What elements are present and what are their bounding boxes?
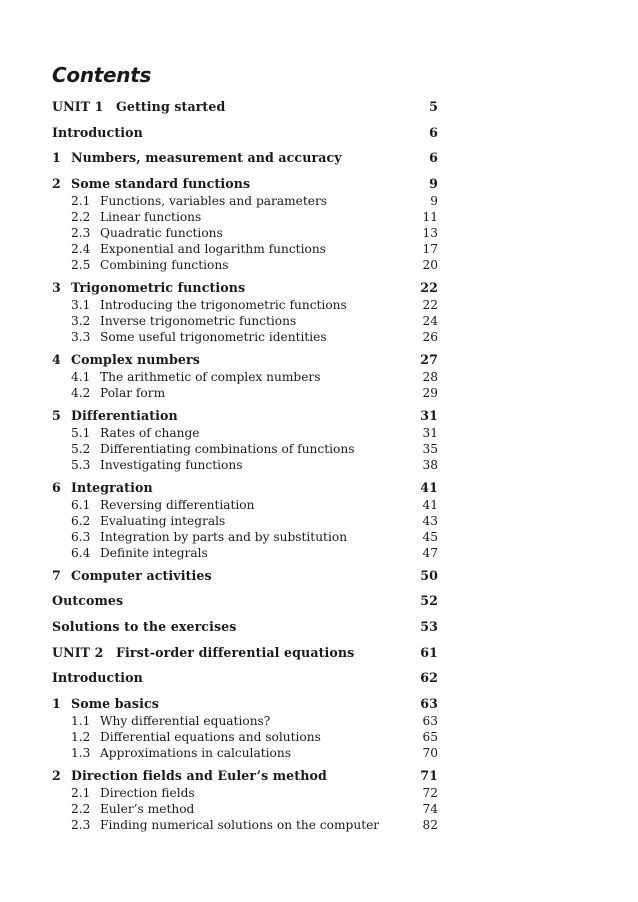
toc-entry[interactable] bbox=[52, 669, 438, 687]
toc-entry[interactable] bbox=[52, 351, 438, 369]
entry-page-number: 27 bbox=[420, 351, 438, 367]
entry-title: Definite integrals bbox=[100, 545, 208, 560]
entry-title: Why differential equations? bbox=[100, 713, 271, 728]
entry-spacer bbox=[52, 585, 438, 593]
entry-page-number: 63 bbox=[420, 695, 438, 711]
toc-entry[interactable] bbox=[52, 618, 438, 636]
toc-entry[interactable] bbox=[52, 767, 438, 785]
toc-entry[interactable] bbox=[52, 279, 438, 297]
entry-title: Some basics bbox=[71, 695, 159, 711]
entry-spacer bbox=[52, 610, 438, 618]
toc-subentry[interactable] bbox=[52, 817, 438, 833]
toc-subentry[interactable] bbox=[52, 785, 438, 801]
entry-spacer bbox=[52, 142, 438, 150]
entry-number: 5.2 bbox=[71, 441, 91, 456]
entry-number: 2 bbox=[52, 767, 61, 783]
entry-spacer bbox=[52, 116, 438, 124]
entry-page-number: 38 bbox=[422, 457, 438, 472]
entry-title: Some useful trigonometric identities bbox=[100, 329, 327, 344]
entry-title: Introduction bbox=[52, 670, 143, 686]
table-of-contents bbox=[52, 98, 438, 833]
entry-page-number: 74 bbox=[422, 801, 438, 816]
entry-number: 2.1 bbox=[71, 193, 91, 208]
toc-entry[interactable] bbox=[52, 175, 438, 193]
entry-page-number: 50 bbox=[420, 567, 438, 583]
entry-page-number: 17 bbox=[422, 241, 438, 256]
entry-title: Finding numerical solutions on the computer bbox=[100, 817, 380, 832]
entry-number: 1 bbox=[52, 695, 61, 711]
entry-number: 2.5 bbox=[71, 257, 91, 272]
entry-page-number: 29 bbox=[422, 385, 438, 400]
entry-number: 2 bbox=[52, 175, 61, 191]
entry-page-number: 35 bbox=[422, 441, 438, 456]
toc-entry[interactable] bbox=[52, 124, 438, 142]
entry-title: Integration bbox=[71, 479, 153, 495]
toc-entry[interactable] bbox=[52, 567, 438, 585]
entry-number: 3 bbox=[52, 279, 61, 295]
entry-title: The arithmetic of complex numbers bbox=[100, 369, 321, 384]
entry-number: 4.2 bbox=[71, 385, 91, 400]
entry-title: Some standard functions bbox=[71, 175, 251, 191]
entry-title: Getting started bbox=[116, 99, 226, 114]
entry-title: Integration by parts and by substitution bbox=[100, 529, 348, 544]
entry-number: 6.1 bbox=[71, 497, 91, 512]
contents-heading: Contents bbox=[52, 63, 152, 87]
entry-title: Combining functions bbox=[100, 257, 229, 272]
entry-title: Computer activities bbox=[71, 567, 212, 583]
entry-number: 6.4 bbox=[71, 545, 91, 560]
entry-title: Euler’s method bbox=[100, 801, 195, 816]
entry-number: 4 bbox=[52, 351, 61, 367]
entry-number: 2.2 bbox=[71, 801, 91, 816]
entry-page-number: 5 bbox=[429, 99, 438, 114]
entry-page-number: 72 bbox=[422, 785, 438, 800]
entry-number: 2.1 bbox=[71, 785, 91, 800]
entry-number: 3.1 bbox=[71, 297, 91, 312]
entry-number: 7 bbox=[52, 567, 61, 583]
entry-number: UNIT 1 bbox=[52, 99, 104, 114]
entry-number: 5.1 bbox=[71, 425, 91, 440]
entry-title: Quadratic functions bbox=[100, 225, 223, 240]
entry-page-number: 63 bbox=[422, 713, 438, 728]
entry-page-number: 11 bbox=[422, 209, 438, 224]
entry-page-number: 45 bbox=[422, 529, 438, 544]
toc-entry[interactable] bbox=[52, 98, 438, 116]
entry-page-number: 26 bbox=[422, 329, 438, 344]
entry-title: Rates of change bbox=[100, 425, 200, 440]
entry-page-number: 53 bbox=[420, 618, 438, 634]
entry-page-number: 65 bbox=[422, 729, 438, 744]
toc-subentry[interactable] bbox=[52, 529, 438, 545]
entry-title: First-order differential equations bbox=[116, 644, 355, 660]
entry-title: Trigonometric functions bbox=[71, 279, 246, 295]
entry-number: 4.1 bbox=[71, 369, 91, 384]
entry-number: 2.4 bbox=[71, 241, 91, 256]
entry-page-number: 13 bbox=[422, 225, 438, 240]
entry-number: 5 bbox=[52, 407, 61, 423]
toc-subentry[interactable] bbox=[52, 745, 438, 761]
entry-number: 6.3 bbox=[71, 529, 91, 544]
toc-entry[interactable] bbox=[52, 407, 438, 425]
entry-page-number: 24 bbox=[422, 313, 438, 328]
entry-page-number: 41 bbox=[422, 497, 438, 512]
entry-title: Differential equations and solutions bbox=[100, 729, 321, 744]
toc-entry[interactable] bbox=[52, 644, 438, 662]
entry-page-number: 31 bbox=[422, 425, 438, 440]
toc-subentry[interactable] bbox=[52, 513, 438, 529]
entry-number: 1.1 bbox=[71, 713, 91, 728]
toc-subentry[interactable] bbox=[52, 497, 438, 513]
entry-page-number: 62 bbox=[420, 670, 438, 686]
entry-number: 3.3 bbox=[71, 329, 91, 344]
entry-title: Numbers, measurement and accuracy bbox=[71, 150, 342, 166]
toc-subentry[interactable] bbox=[52, 241, 438, 257]
entry-title: Solutions to the exercises bbox=[52, 618, 237, 634]
toc-entry[interactable] bbox=[52, 695, 438, 713]
entry-page-number: 6 bbox=[429, 124, 438, 140]
entry-title: Inverse trigonometric functions bbox=[100, 313, 297, 328]
entry-page-number: 61 bbox=[420, 644, 438, 660]
toc-subentry[interactable] bbox=[52, 385, 438, 401]
entry-title: Introducing the trigonometric functions bbox=[100, 297, 347, 312]
entry-number: 1.2 bbox=[71, 729, 91, 744]
entry-number: 2.3 bbox=[71, 817, 91, 832]
entry-page-number: 52 bbox=[420, 593, 438, 609]
entry-page-number: 20 bbox=[422, 257, 438, 272]
entry-title: Complex numbers bbox=[71, 351, 200, 367]
entry-number: 6.2 bbox=[71, 513, 91, 528]
toc-subentry[interactable] bbox=[52, 209, 438, 225]
entry-spacer bbox=[52, 662, 438, 670]
entry-title: Evaluating integrals bbox=[100, 513, 226, 528]
entry-number: 6 bbox=[52, 479, 61, 495]
entry-title: Differentiating combinations of functions bbox=[100, 441, 355, 456]
entry-title: Outcomes bbox=[52, 593, 124, 609]
entry-page-number: 82 bbox=[422, 817, 438, 832]
toc-subentry[interactable] bbox=[52, 225, 438, 241]
entry-page-number: 22 bbox=[420, 279, 438, 295]
entry-spacer bbox=[52, 687, 438, 695]
entry-page-number: 22 bbox=[422, 297, 438, 312]
entry-spacer bbox=[52, 167, 438, 175]
toc-subentry[interactable] bbox=[52, 425, 438, 441]
toc-subentry[interactable] bbox=[52, 801, 438, 817]
toc-subentry[interactable] bbox=[52, 193, 438, 209]
entry-page-number: 71 bbox=[420, 767, 438, 783]
entry-page-number: 41 bbox=[420, 479, 438, 495]
toc-subentry[interactable] bbox=[52, 545, 438, 561]
entry-title: Polar form bbox=[100, 385, 166, 400]
entry-title: Approximations in calculations bbox=[100, 745, 291, 760]
entry-title: Investigating functions bbox=[100, 457, 243, 472]
entry-number: 2.3 bbox=[71, 225, 91, 240]
entry-title: Introduction bbox=[52, 124, 143, 140]
entry-number: UNIT 2 bbox=[52, 644, 104, 660]
toc-subentry[interactable] bbox=[52, 313, 438, 329]
entry-page-number: 43 bbox=[422, 513, 438, 528]
toc-subentry[interactable] bbox=[52, 257, 438, 273]
entry-number: 2.2 bbox=[71, 209, 91, 224]
entry-title: Functions, variables and parameters bbox=[100, 193, 328, 208]
entry-title: Reversing differentiation bbox=[100, 497, 255, 512]
entry-page-number: 28 bbox=[422, 369, 438, 384]
toc-subentry[interactable] bbox=[52, 457, 438, 473]
entry-page-number: 9 bbox=[430, 193, 438, 208]
entry-number: 1.3 bbox=[71, 745, 91, 760]
entry-page-number: 6 bbox=[429, 150, 438, 166]
entry-spacer bbox=[52, 636, 438, 644]
entry-title: Differentiation bbox=[71, 407, 178, 423]
toc-entry[interactable] bbox=[52, 592, 438, 610]
entry-title: Direction fields and Euler’s method bbox=[71, 767, 327, 783]
entry-title: Linear functions bbox=[100, 209, 202, 224]
entry-title: Direction fields bbox=[100, 785, 195, 800]
entry-page-number: 70 bbox=[422, 745, 438, 760]
toc-entry[interactable] bbox=[52, 479, 438, 497]
toc-subentry[interactable] bbox=[52, 369, 438, 385]
entry-page-number: 47 bbox=[422, 545, 438, 560]
toc-subentry[interactable] bbox=[52, 329, 438, 345]
toc-entry[interactable] bbox=[52, 149, 438, 167]
toc-subentry[interactable] bbox=[52, 441, 438, 457]
entry-title: Exponential and logarithm functions bbox=[100, 241, 326, 256]
toc-subentry[interactable] bbox=[52, 297, 438, 313]
entry-number: 5.3 bbox=[71, 457, 91, 472]
entry-number: 1 bbox=[52, 150, 61, 166]
contents-page bbox=[52, 60, 438, 833]
toc-subentry[interactable] bbox=[52, 729, 438, 745]
entry-page-number: 9 bbox=[429, 175, 438, 191]
entry-page-number: 31 bbox=[420, 407, 438, 423]
toc-subentry[interactable] bbox=[52, 713, 438, 729]
entry-number: 3.2 bbox=[71, 313, 91, 328]
